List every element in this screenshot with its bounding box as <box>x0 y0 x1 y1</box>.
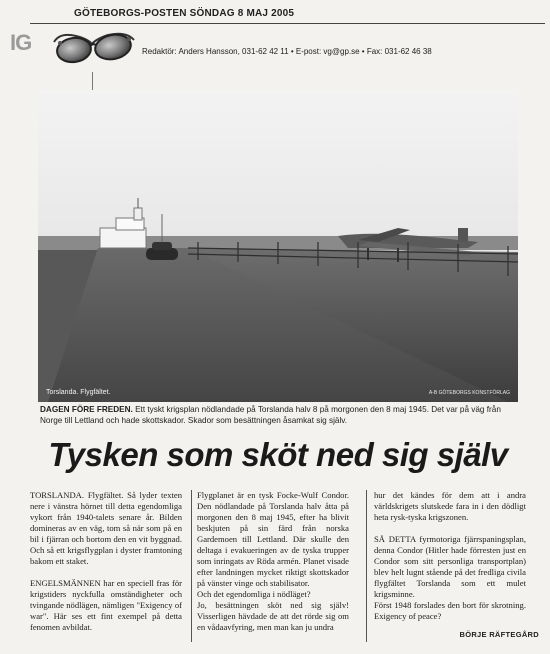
article-column-2 <box>197 490 349 633</box>
photo-caption <box>40 404 520 426</box>
paragraph: hur det kändes för dem att i andra världskrigets slutskede fara in i den dödligt heta rysk-tyska krigszonen. <box>374 490 526 522</box>
photo-publisher: A-B GÖTEBORGS KONSTFÖRLAG <box>428 390 510 396</box>
paragraph: Jo, besättningen sköt ned sig själv! Visserligen hävdade de att det rörde sig om en vådaavfyring, men man kan ju undra <box>197 600 349 632</box>
paragraph: Först 1948 forslades den bort för skrotning. Exigency of peace? <box>374 600 526 621</box>
paragraph: SÅ DETTA fyrmotoriga fjärrspaningsplan, denna Condor (Hitler hade förresten just en Condor som sitt personliga transportplan) blev helt lugnt stående på det fredliga civila flygfältet Torslanda som ett mulet krigsminne. <box>374 534 526 599</box>
historic-photo <box>38 90 518 402</box>
paragraph: ENGELSMÄNNEN har en speciell fras för krigstiders nyckfulla omständigheter och tvingande nödlägen, nämligen "Exigency of war". Här ses ett fint exempel på detta fenomen avbildat. <box>30 578 182 632</box>
caption-lead: DAGEN FÖRE FREDEN. <box>40 405 133 414</box>
sunglasses-icon <box>52 28 136 73</box>
photo-inscription: Torslanda. Flygfältet. <box>46 389 111 396</box>
column-divider <box>191 490 192 642</box>
newspaper-masthead: GÖTEBORGS-POSTEN SÖNDAG 8 MAJ 2005 <box>74 8 295 19</box>
section-logo: IG <box>10 30 32 55</box>
article-column-1 <box>30 490 182 633</box>
paragraph: Och det egendomliga i nödläget? <box>197 589 311 599</box>
paragraph: TORSLANDA. Flygfältet. Så lyder texten nere i vänstra hörnet till detta egendomliga vykort från 1940-talets senare år. Bilden domineras av en väg, tom så när som på en bil i fjärran och bortom den en vit byggnad. Och så ett krigsflygplan i dyster framtoning bakom ett staket. <box>30 490 182 566</box>
masthead-rule <box>30 23 545 24</box>
article-column-3 <box>374 490 526 622</box>
article-headline: Tysken som sköt ned sig själv <box>48 436 508 473</box>
editor-contact-line: Redaktör: Anders Hansson, 031-62 42 11 • E-post: vg@gp.se • Fax: 031-62 46 38 <box>142 47 432 56</box>
caption-text: Ett tyskt krigsplan nödlandade på Torslanda halv 8 på morgonen den 8 maj 1945. Det var på väg från Norge till Lettland och hade skottskador. Skador som besättningen åsamkat sig själv. <box>40 405 501 425</box>
column-divider <box>366 490 367 642</box>
author-byline: BÖRJE RÄFTEGÅRD <box>459 630 539 639</box>
paragraph: Flygplanet är en tysk Focke-Wulf Condor. Den nödlandade på Torslanda halv åtta på morgonen den 8 maj 1945, efter ha blivit beskjuten på sin färd från norska Gardemoen till Lettland. Där skulle den deltaga i evakueringen av de tyska trupper som inringats av Röda armén. Planet visade efter landningen mycket riktigt skottskador på vänster vinge och stabilisator. <box>197 490 349 588</box>
